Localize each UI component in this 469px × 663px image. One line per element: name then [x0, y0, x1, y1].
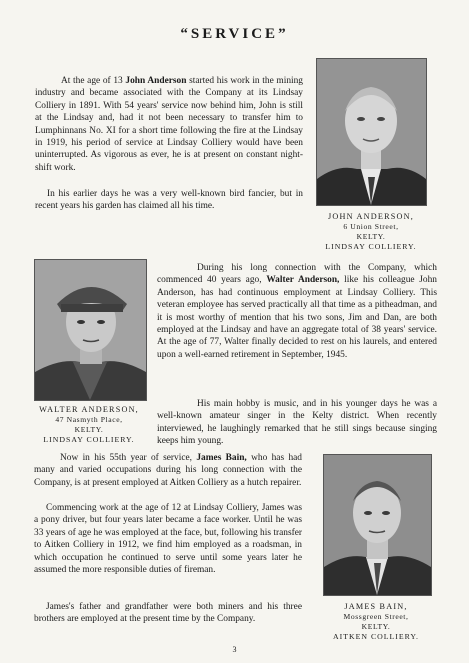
walter-p1-body: like his colleague John Anderson, has had continuous employment at Lindsay Colliery. This veteran employee has served practically all that time as a pitheadman, and it is most worthy of mention that his two sons, Jim and Dan, are both employed at the Lindsay and have an aggregate total of 38 years' service. At the age of 77, Walter finally decided to rest on his laurels, and entered upon a well-earned retirement in September, 1945. [157, 275, 437, 360]
james-p1-lead: Now in his 55th year of service, [60, 453, 197, 463]
james-bain-paragraph-3: James's father and grandfather were both miners and his three brothers are employed at the present time by the Company. [34, 602, 302, 625]
john-anderson-caption [306, 212, 436, 252]
james-caption-town: KELTY. [361, 622, 391, 631]
james-caption-address: Mossgreen Street, [343, 612, 409, 621]
james-bain-paragraph-1 [34, 452, 302, 489]
john-p1-lead: At the age of 13 [61, 76, 126, 86]
walter-anderson-paragraph-1 [157, 262, 437, 361]
walter-anderson-name: Walter Anderson, [266, 275, 340, 286]
walter-caption-name: WALTER ANDERSON, [39, 405, 139, 414]
john-anderson-paragraph-1 [35, 75, 303, 174]
john-portrait-image [317, 59, 426, 205]
walter-caption-town: KELTY. [74, 425, 104, 434]
james-bain-name: James Bain, [196, 453, 247, 463]
john-anderson-name: John Anderson [125, 76, 187, 86]
john-caption-town: KELTY. [356, 232, 386, 241]
john-p1-body: started his work in the mining industry and became associated with the Company at its Lindsay Colliery in 1891. With 54 years' service now behind him, John is still at the Lindsay and, had it not been necessary to transfer him to Lumphinnans No. XI for a short time following the fire at the Lindsay in 1919, his period of service at Lindsay Colliery would have been uninterrupted. As vigorous as ever, he is at present on constant night-shift work. [35, 76, 303, 173]
page-title: “SERVICE” [180, 26, 289, 42]
walter-caption-address: 47 Nasmyth Place, [55, 415, 123, 424]
james-caption-name: JAMES BAIN, [344, 602, 408, 611]
page-number: 3 [232, 645, 237, 654]
walter-anderson-paragraph-2: His main hobby is music, and in his younger days he was a well-known amateur singer in the Kelty district. When recently interviewed, he laughingly remarked that he still sings because singing keeps him young. [157, 399, 437, 447]
walter-caption-colliery: LINDSAY COLLIERY. [43, 435, 135, 444]
walter-p1-lead: During his long connection with the Company, which commenced 40 years ago, [157, 263, 437, 286]
james-caption-colliery: AITKEN COLLIERY. [332, 632, 420, 641]
walter-portrait-image [35, 260, 146, 400]
walter-anderson-caption [26, 405, 152, 445]
walter-anderson-photo [34, 259, 147, 401]
john-caption-address: 6 Union Street, [343, 222, 399, 231]
john-caption-colliery: LINDSAY COLLIERY. [325, 242, 417, 251]
james-bain-photo [323, 454, 432, 596]
john-anderson-photo [316, 58, 427, 206]
john-caption-name: JOHN ANDERSON, [328, 212, 414, 221]
james-p1-body: who has had many and varied occupations during his long connection with the Company, is at present employed at Aitken Colliery as a hutch repairer. [34, 453, 302, 488]
james-bain-caption [312, 602, 440, 642]
john-anderson-paragraph-2: In his earlier days he was a very well-known bird fancier, but in recent years his garden has claimed all his time. [35, 189, 303, 212]
james-bain-paragraph-2: Commencing work at the age of 12 at Lindsay Colliery, James was a pony driver, but four years later became a face worker. Until he was 33 years of age he was employed at the face, but, following his transfer to Aitken Colliery in 1912, we find him employed as a roadsman, in which occupation he continued to serve until some years later he assumed the more responsible duties of fireman. [34, 503, 302, 576]
james-portrait-image [324, 455, 431, 595]
